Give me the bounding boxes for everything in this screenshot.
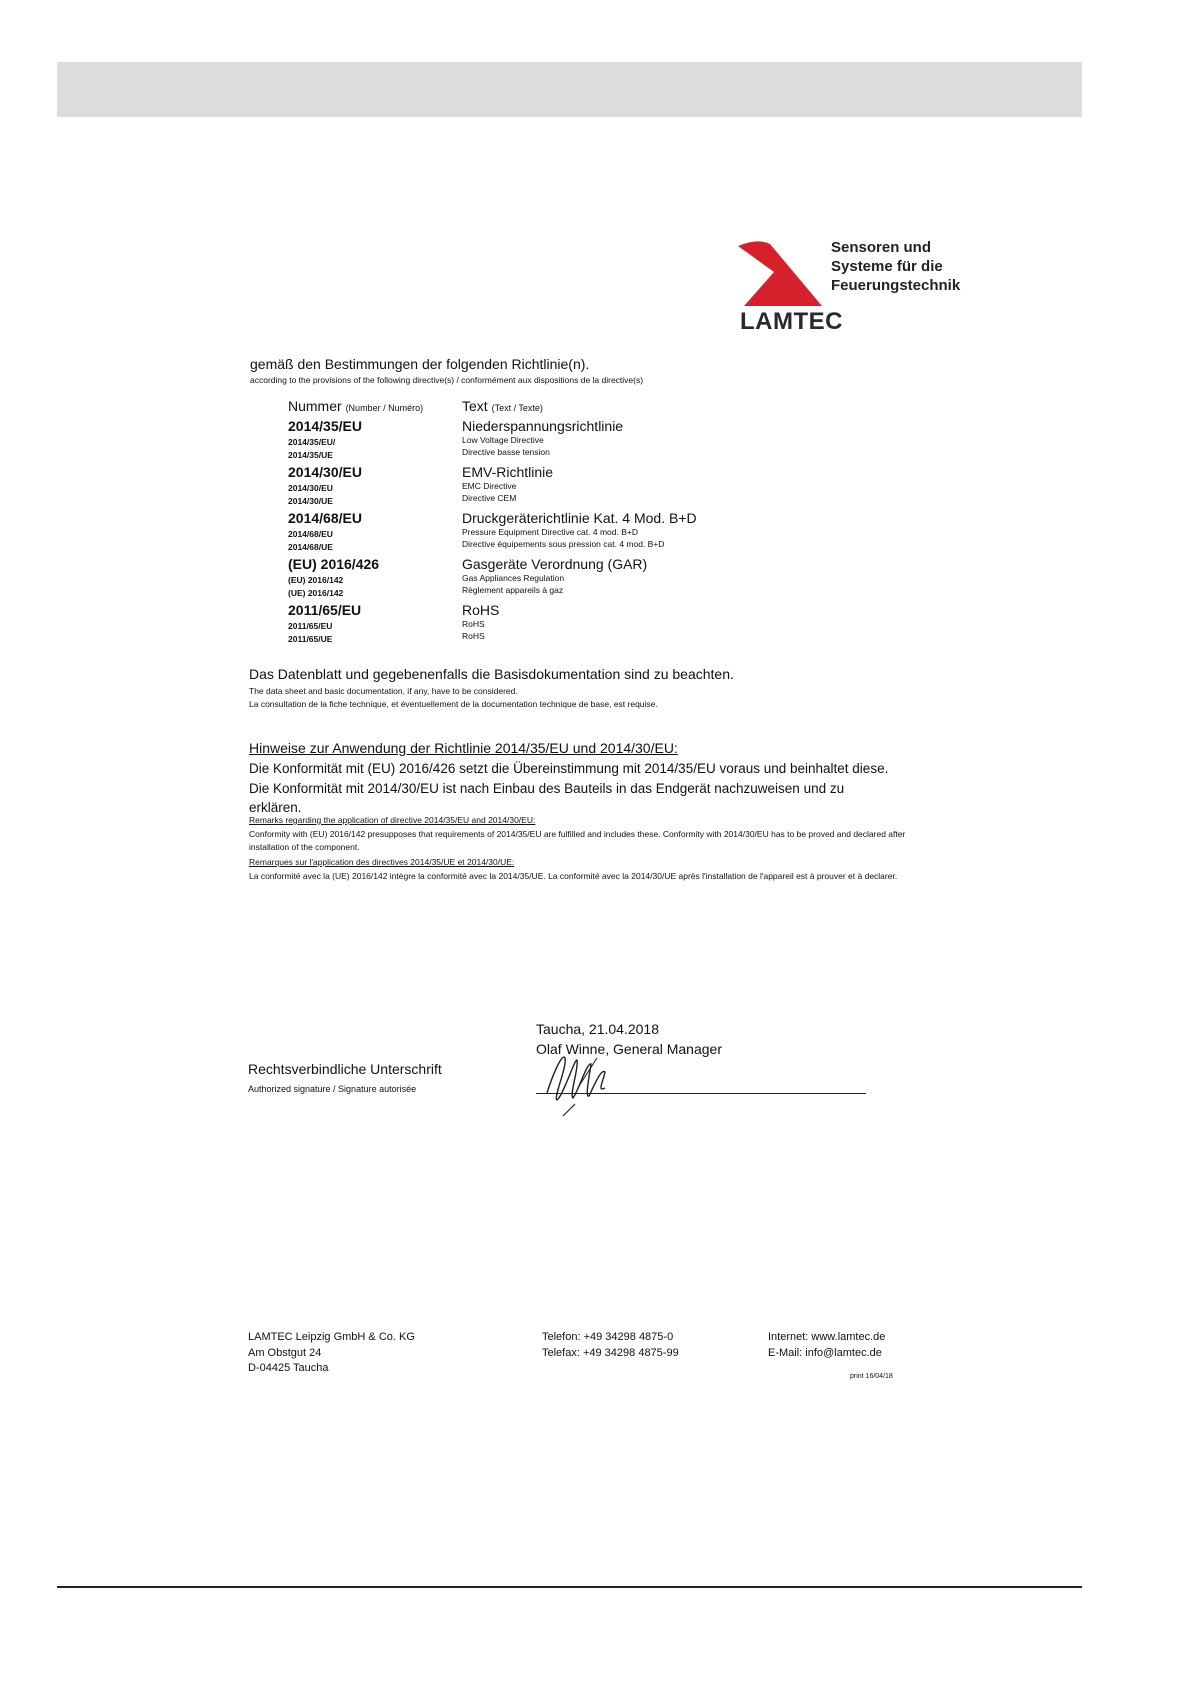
number-column-header xyxy=(288,398,423,414)
directive-title: Druckgeräterichtlinie Kat. 4 Mod. B+D xyxy=(462,510,697,526)
number-header-translation: (Number / Numéro) xyxy=(345,403,424,413)
directive-number-fr: 2014/30/UE xyxy=(288,496,333,506)
directive-number-fr: (UE) 2016/142 xyxy=(288,588,344,598)
signer-name: Olaf Winne, General Manager xyxy=(536,1041,722,1057)
directive-number: 2014/30/EU xyxy=(288,464,362,480)
lamtec-triangle-icon xyxy=(738,238,830,308)
directive-title-fr: Directive équipements sous pression cat. 4 mod. B+D xyxy=(462,539,665,549)
directive-number: (EU) 2016/426 xyxy=(288,556,380,572)
directive-number-fr: 2014/35/UE xyxy=(288,450,333,460)
place-date: Taucha, 21.04.2018 xyxy=(536,1021,659,1037)
footer-web: Internet: www.lamtec.de E-Mail: info@lamtec.de xyxy=(768,1331,886,1359)
directive-number-en: 2014/35/EU/ xyxy=(288,437,336,447)
signature-label-en-fr: Authorized signature / Signature autorisée xyxy=(248,1084,417,1094)
print-code: print 16/04/18 xyxy=(850,1373,893,1380)
directive-title-fr: Directive basse tension xyxy=(462,447,550,457)
datasheet-note-en: The data sheet and basic documentation, if any, have to be considered. xyxy=(249,686,518,696)
company-logo xyxy=(738,238,968,338)
directive-number-en: (EU) 2016/142 xyxy=(288,575,344,585)
notes-heading: Hinweise zur Anwendung der Richtlinie 2014/35/EU und 2014/30/EU: xyxy=(249,740,678,756)
directive-title-en: Gas Appliances Regulation xyxy=(462,573,565,583)
directive-row xyxy=(288,602,728,648)
logo-tagline: Sensoren und Systeme für die Feuerungstechnik xyxy=(831,239,961,294)
header-band xyxy=(57,62,1082,117)
text-header-label: Text xyxy=(462,398,488,414)
notes-heading-en: Remarks regarding the application of directive 2014/35/EU and 2014/30/EU: xyxy=(249,815,536,825)
footer-address: LAMTEC Leipzig GmbH & Co. KG Am Obstgut 24 D-04425 Taucha xyxy=(248,1331,415,1374)
logo-wordmark: LAMTEC xyxy=(740,308,843,335)
number-header-label: Nummer xyxy=(288,398,342,414)
directive-number: 2014/35/EU xyxy=(288,418,362,434)
signature-label-de: Rechtsverbindliche Unterschrift xyxy=(248,1061,442,1077)
directive-number: 2011/65/EU xyxy=(288,602,362,618)
notes-body-fr: La conformité avec la (UE) 2016/142 intègre la conformité avec la 2014/35/UE. La conformité avec la 2014/30/UE après l'installation de l'appareil est à prouver et à declarer. xyxy=(249,871,898,881)
notes-body-en: Conformity with (EU) 2016/142 presupposes that requirements of 2014/35/EU are fulfilled and includes these. Conformity with 2014/30/EU has to be proved and declared after installation of the component. xyxy=(249,829,906,852)
directive-title: Niederspannungsrichtlinie xyxy=(462,418,624,434)
directive-title: RoHS xyxy=(462,602,500,618)
directive-number-en: 2014/68/EU xyxy=(288,529,333,539)
notes-body-de: Die Konformität mit (EU) 2016/426 setzt die Übereinstimmung mit 2014/35/EU voraus und beinhaltet diese. Die Konformität mit 2014/30/EU ist nach Einbau des Bauteils in das Endgerät nachzuweisen und zu erklären. xyxy=(249,761,889,815)
directive-number-fr: 2011/65/UE xyxy=(288,634,333,644)
directive-title-fr: Directive CEM xyxy=(462,493,517,503)
datasheet-note-fr: La consultation de la fiche technique, et éventuellement de la documentation technique de base, est requise. xyxy=(249,699,658,709)
directive-row xyxy=(288,510,728,556)
datasheet-note-de: Das Datenblatt und gegebenenfalls die Basisdokumentation sind zu beachten. xyxy=(249,666,734,682)
directive-row xyxy=(288,418,728,464)
handwritten-signature xyxy=(535,1038,635,1118)
directive-title-fr: RoHS xyxy=(462,631,485,641)
directive-row xyxy=(288,556,728,602)
text-header-translation: (Text / Texte) xyxy=(491,403,543,413)
directive-title-en: EMC Directive xyxy=(462,481,517,491)
text-column-header xyxy=(462,398,543,414)
directive-title-en: RoHS xyxy=(462,619,485,629)
directive-title: Gasgeräte Verordnung (GAR) xyxy=(462,556,648,572)
directive-title-en: Pressure Equipment Directive cat. 4 mod. B+D xyxy=(462,527,638,537)
footer-phone: Telefon: +49 34298 4875-0 Telefax: +49 34298 4875-99 xyxy=(542,1331,679,1359)
directive-title-en: Low Voltage Directive xyxy=(462,435,544,445)
directive-number: 2014/68/EU xyxy=(288,510,362,526)
bottom-rule xyxy=(57,1586,1082,1588)
intro-text-de: gemäß den Bestimmungen der folgenden Richtlinie(n). xyxy=(250,356,590,372)
directive-number-en: 2011/65/EU xyxy=(288,621,333,631)
directive-number-fr: 2014/68/UE xyxy=(288,542,333,552)
directive-title-fr: Règlement appareils à gaz xyxy=(462,585,564,595)
directive-title: EMV-Richtlinie xyxy=(462,464,554,480)
notes-heading-fr: Remarques sur l'application des directives 2014/35/UE et 2014/30/UE: xyxy=(249,857,515,867)
directive-number-en: 2014/30/EU xyxy=(288,483,333,493)
intro-text-en-fr: according to the provisions of the following directive(s) / conformément aux dispositions de la directive(s) xyxy=(250,375,644,385)
directive-row xyxy=(288,464,728,510)
